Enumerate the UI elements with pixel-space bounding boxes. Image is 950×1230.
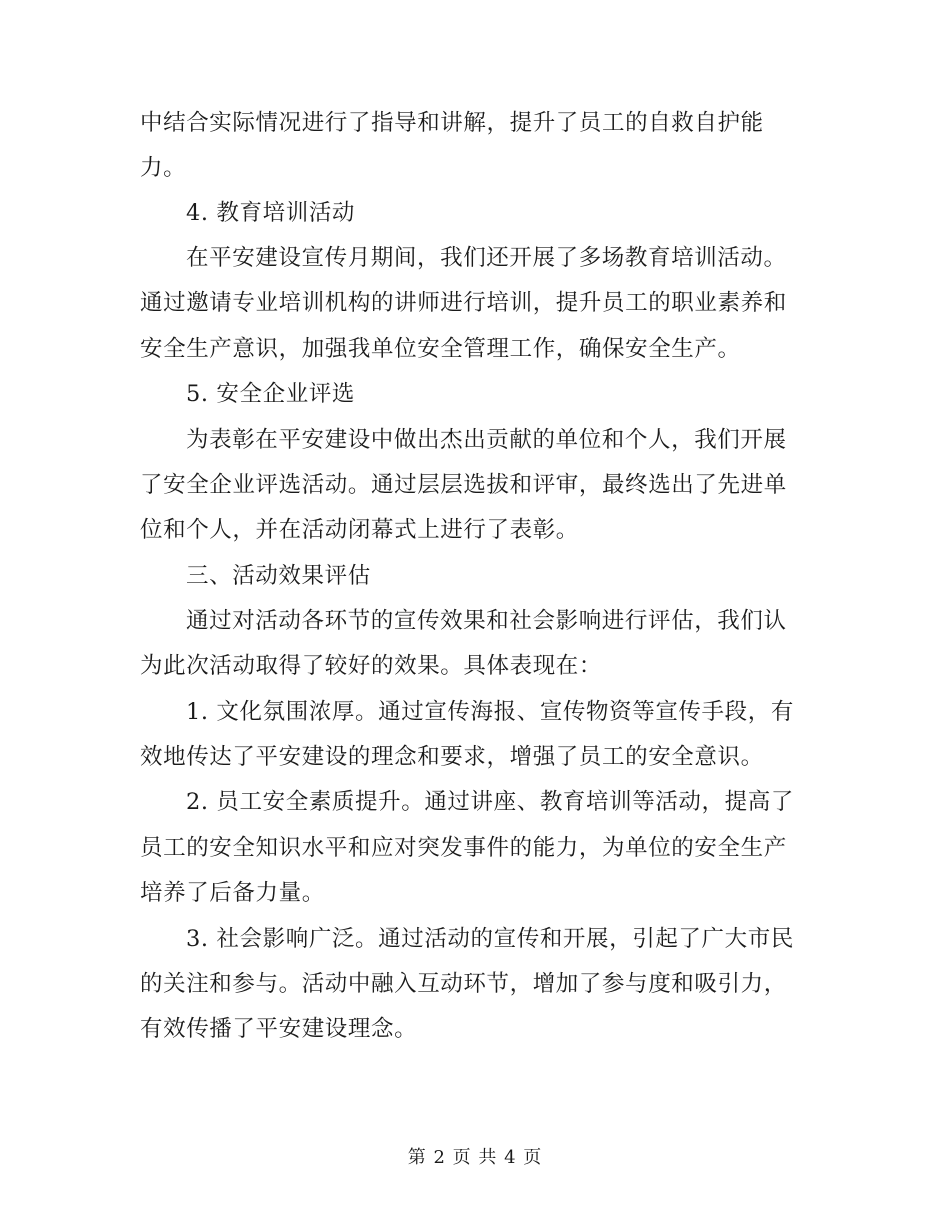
text-line: 安全生产意识，加强我单位安全管理工作，确保安全生产。: [140, 336, 741, 362]
text-line: 为表彰在平安建设中做出杰出贡献的单位和个人，我们开展: [186, 427, 787, 453]
list-item: 1. 文化氛围浓厚。通过宣传海报、宣传物资等宣传手段，有: [186, 699, 794, 725]
list-item: 3. 社会影响广泛。通过活动的宣传和开展，引起了广大市民: [186, 926, 794, 952]
text-line: 中结合实际情况进行了指导和讲解，提升了员工的自救自护能: [140, 110, 764, 136]
text-line: 在平安建设宣传月期间，我们还开展了多场教育培训活动。: [186, 245, 787, 271]
text-line: 通过对活动各环节的宣传效果和社会影响进行评估，我们认: [186, 608, 787, 634]
list-item: 2. 员工安全素质提升。通过讲座、教育培训等活动，提高了: [186, 789, 794, 815]
text-line: 了安全企业评选活动。通过层层选拔和评审，最终选出了先进单: [140, 472, 787, 498]
section-heading: 4. 教育培训活动: [186, 200, 356, 226]
text-line: 为此次活动取得了较好的效果。具体表现在：: [140, 653, 603, 679]
text-line: 通过邀请专业培训机构的讲师进行培训，提升员工的职业素养和: [140, 290, 787, 316]
text-line: 有效传播了平安建设理念。: [140, 1016, 418, 1042]
section-heading: 5. 安全企业评选: [186, 381, 356, 407]
text-line: 培养了后备力量。: [140, 880, 325, 906]
page-number: 第 2 页 共 4 页: [407, 1147, 543, 1168]
text-line: 员工的安全知识水平和应对突发事件的能力，为单位的安全生产: [140, 835, 787, 861]
text-line: 力。: [140, 155, 187, 181]
section-heading: 三、活动效果评估: [186, 563, 371, 589]
text-line: 位和个人，并在活动闭幕式上进行了表彰。: [140, 517, 579, 543]
text-line: 效地传达了平安建设的理念和要求，增强了员工的安全意识。: [140, 744, 764, 770]
text-line: 的关注和参与。活动中融入互动环节，增加了参与度和吸引力，: [140, 971, 787, 997]
